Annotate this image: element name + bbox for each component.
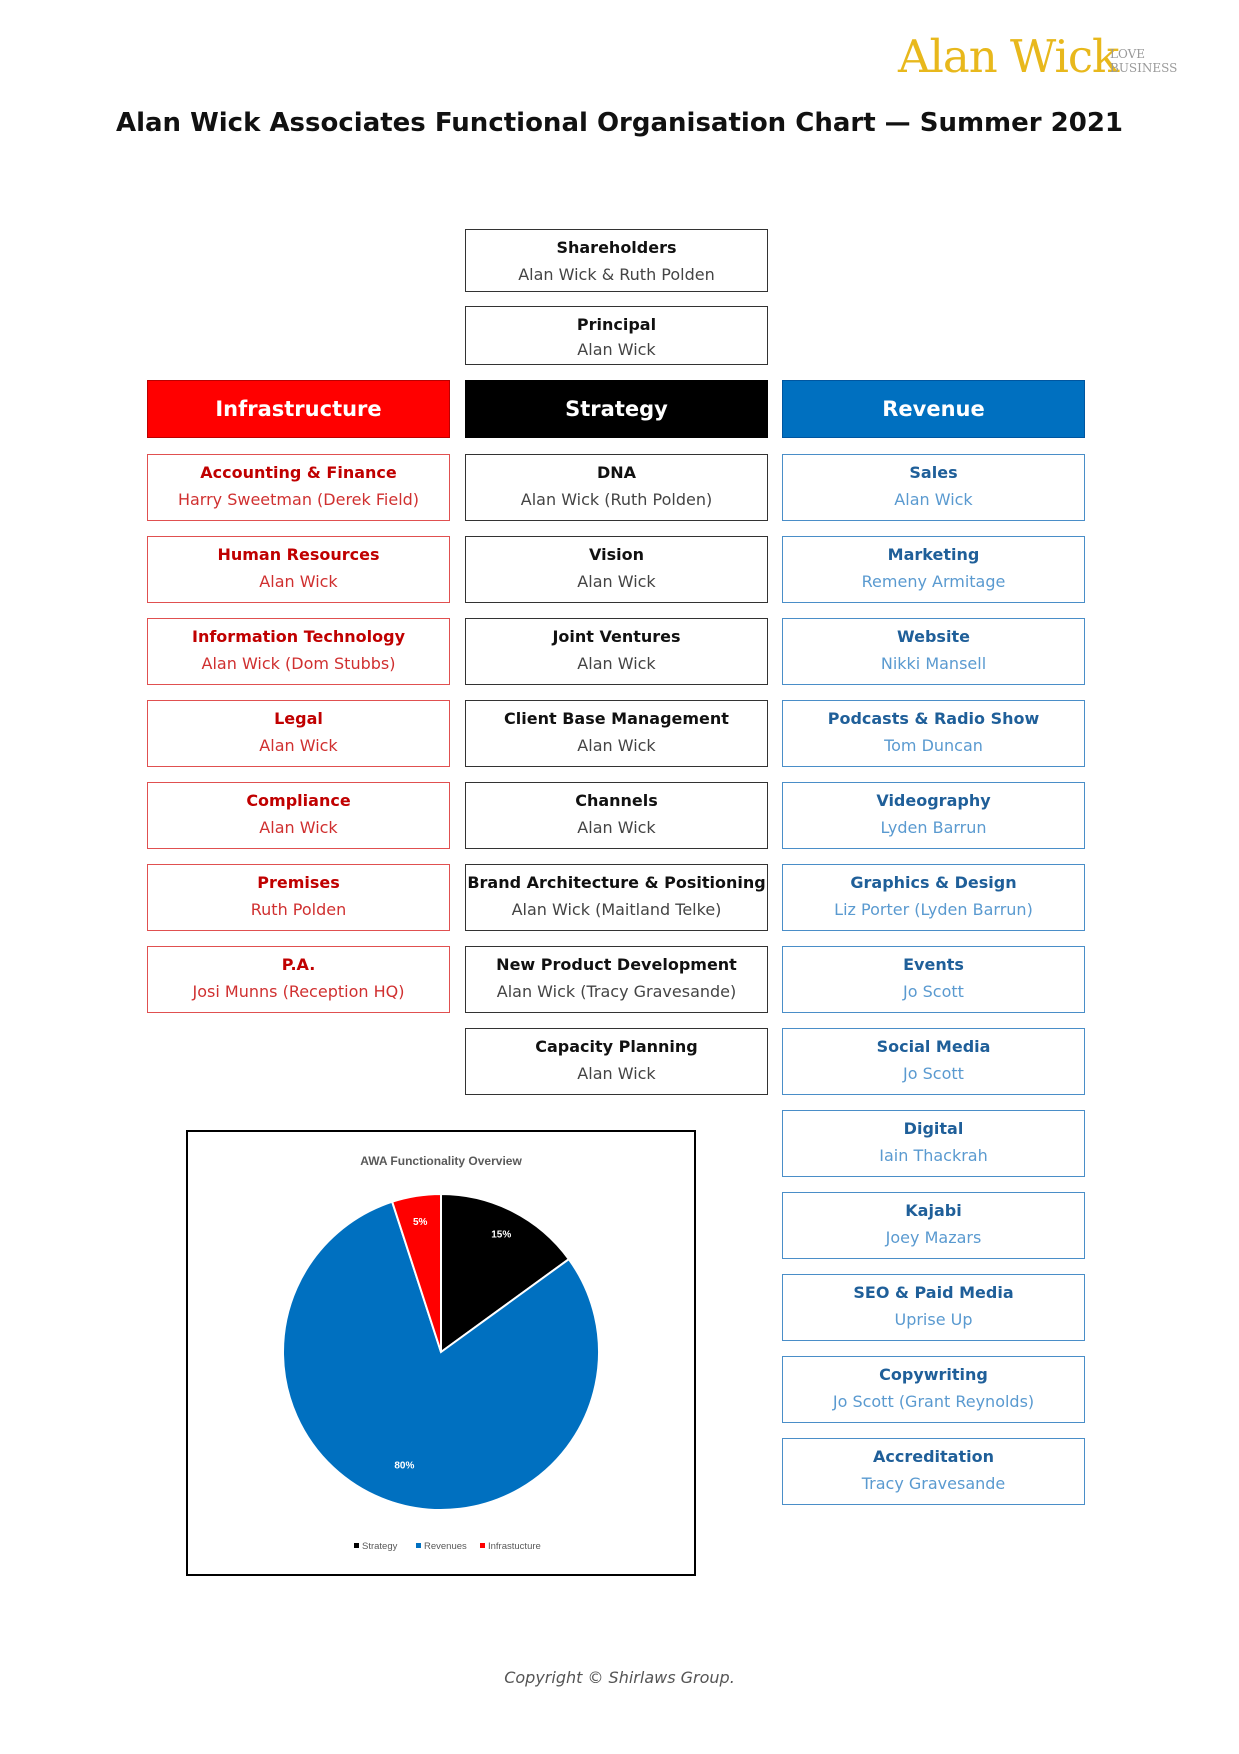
strategy-item-name: Alan Wick (Ruth Polden) <box>520 490 713 509</box>
principal-name: Alan Wick <box>577 340 656 359</box>
pie-chart <box>188 1132 694 1574</box>
infrastructure-item <box>147 782 450 849</box>
revenue-item <box>782 700 1085 767</box>
strategy-item-name: Alan Wick (Maitland Telke) <box>511 900 722 919</box>
infrastructure-item <box>147 618 450 685</box>
infrastructure-item-title: Compliance <box>246 791 351 810</box>
infrastructure-item-title: Premises <box>257 873 340 892</box>
revenue-item-title: Podcasts & Radio Show <box>827 709 1040 728</box>
revenue-item-title: Events <box>903 955 964 974</box>
legend-label: Revenues <box>424 1541 467 1552</box>
revenue-item <box>782 454 1085 521</box>
revenue-item-title: Copywriting <box>879 1365 988 1384</box>
pie-chart-panel <box>186 1130 696 1576</box>
chart-title: AWA Functionality Overview <box>360 1154 522 1168</box>
principal-title: Principal <box>576 315 657 334</box>
legend-label: Strategy <box>362 1541 398 1552</box>
strategy-item-title: DNA <box>596 463 637 482</box>
shareholders-box <box>465 229 768 292</box>
strategy-item-name: Alan Wick <box>577 572 656 591</box>
logo-tagline-line2: BUSINESS <box>1110 61 1178 75</box>
revenue-item <box>782 618 1085 685</box>
infrastructure-item-name: Alan Wick <box>259 818 338 837</box>
revenue-item-name: Nikki Mansell <box>880 654 987 673</box>
strategy-item <box>465 946 768 1013</box>
strategy-item-title: Capacity Planning <box>535 1037 698 1056</box>
revenue-item-name: Alan Wick <box>894 490 973 509</box>
infrastructure-item <box>147 946 450 1013</box>
revenue-item-title: Sales <box>909 463 958 482</box>
infrastructure-item-title: P.A. <box>281 955 316 974</box>
copyright-notice: Copyright © Shirlaws Group. <box>504 1668 735 1687</box>
strategy-item <box>465 618 768 685</box>
strategy-heading: Strategy <box>465 380 768 438</box>
strategy-item-title: Vision <box>589 545 644 564</box>
infrastructure-item <box>147 864 450 931</box>
strategy-item <box>465 1028 768 1095</box>
legend-swatch <box>354 1543 359 1548</box>
revenue-item-name: Liz Porter (Lyden Barrun) <box>834 900 1033 919</box>
revenue-item <box>782 782 1085 849</box>
infrastructure-item-name: Alan Wick <box>259 572 338 591</box>
strategy-item-name: Alan Wick <box>577 818 656 837</box>
page-title: Alan Wick Associates Functional Organisation Chart — Summer 2021 <box>115 108 1124 138</box>
infrastructure-item <box>147 536 450 603</box>
pie-data-label: 80% <box>394 1460 415 1472</box>
infrastructure-item-title: Information Technology <box>192 627 405 646</box>
strategy-item <box>465 454 768 521</box>
revenue-item <box>782 1274 1085 1341</box>
logo-wordmark: Alan Wick <box>898 30 1119 83</box>
strategy-item-title: Brand Architecture & Positioning <box>467 873 766 892</box>
revenue-item-name: Remeny Armitage <box>861 572 1006 591</box>
infrastructure-heading: Infrastructure <box>147 380 450 438</box>
revenue-item <box>782 536 1085 603</box>
infrastructure-item <box>147 700 450 767</box>
strategy-item-name: Alan Wick (Tracy Gravesande) <box>496 982 737 1001</box>
revenue-item-title: SEO & Paid Media <box>853 1283 1014 1302</box>
shareholders-name: Alan Wick & Ruth Polden <box>518 265 715 284</box>
revenue-item-title: Website <box>897 627 970 646</box>
revenue-item-title: Videography <box>876 791 991 810</box>
revenue-item-name: Tracy Gravesande <box>861 1474 1006 1493</box>
principal-box <box>465 306 768 365</box>
infrastructure-item-name: Alan Wick (Dom Stubbs) <box>201 654 396 673</box>
strategy-item-name: Alan Wick <box>577 654 656 673</box>
revenue-item <box>782 1438 1085 1505</box>
revenue-item-name: Jo Scott (Grant Reynolds) <box>832 1392 1035 1411</box>
revenue-item-name: Iain Thackrah <box>879 1146 988 1165</box>
infrastructure-item-name: Alan Wick <box>259 736 338 755</box>
revenue-item-name: Jo Scott <box>903 982 964 1001</box>
revenue-item <box>782 1192 1085 1259</box>
infrastructure-item-title: Human Resources <box>217 545 380 564</box>
pie-data-label: 15% <box>491 1229 512 1241</box>
revenue-item-title: Digital <box>903 1119 964 1138</box>
revenue-item <box>782 1028 1085 1095</box>
infrastructure-item-name: Josi Munns (Reception HQ) <box>192 982 405 1001</box>
logo-tagline <box>1110 47 1177 75</box>
legend-swatch <box>480 1543 485 1548</box>
revenue-item-title: Graphics & Design <box>850 873 1017 892</box>
revenue-item-name: Jo Scott <box>903 1064 964 1083</box>
infrastructure-item-name: Ruth Polden <box>250 900 347 919</box>
revenue-item-name: Lyden Barrun <box>880 818 987 837</box>
strategy-item-title: New Product Development <box>496 955 737 974</box>
revenue-item-title: Kajabi <box>905 1201 962 1220</box>
legend-swatch <box>416 1543 421 1548</box>
strategy-item <box>465 864 768 931</box>
strategy-item-title: Channels <box>575 791 658 810</box>
shareholders-title: Shareholders <box>556 238 677 257</box>
revenue-item <box>782 864 1085 931</box>
legend-label: Infrastucture <box>488 1541 541 1552</box>
infrastructure-item-title: Legal <box>274 709 323 728</box>
strategy-item-name: Alan Wick <box>577 736 656 755</box>
strategy-item <box>465 782 768 849</box>
strategy-item-title: Joint Ventures <box>552 627 681 646</box>
revenue-item <box>782 1110 1085 1177</box>
strategy-item <box>465 536 768 603</box>
revenue-item <box>782 1356 1085 1423</box>
revenue-item-name: Tom Duncan <box>884 736 983 755</box>
strategy-item-title: Client Base Management <box>504 709 729 728</box>
revenue-item-title: Marketing <box>887 545 980 564</box>
infrastructure-item-name: Harry Sweetman (Derek Field) <box>177 490 420 509</box>
revenue-heading: Revenue <box>782 380 1085 438</box>
strategy-item-name: Alan Wick <box>577 1064 656 1083</box>
revenue-item-name: Uprise Up <box>894 1310 973 1329</box>
infrastructure-item-title: Accounting & Finance <box>200 463 397 482</box>
strategy-item <box>465 700 768 767</box>
revenue-item-name: Joey Mazars <box>885 1228 982 1247</box>
revenue-item <box>782 946 1085 1013</box>
infrastructure-item <box>147 454 450 521</box>
logo <box>898 30 1198 90</box>
revenue-item-title: Social Media <box>876 1037 991 1056</box>
pie-data-label: 5% <box>413 1216 428 1228</box>
revenue-item-title: Accreditation <box>873 1447 994 1466</box>
logo-tagline-line1: LOVE <box>1110 47 1146 61</box>
